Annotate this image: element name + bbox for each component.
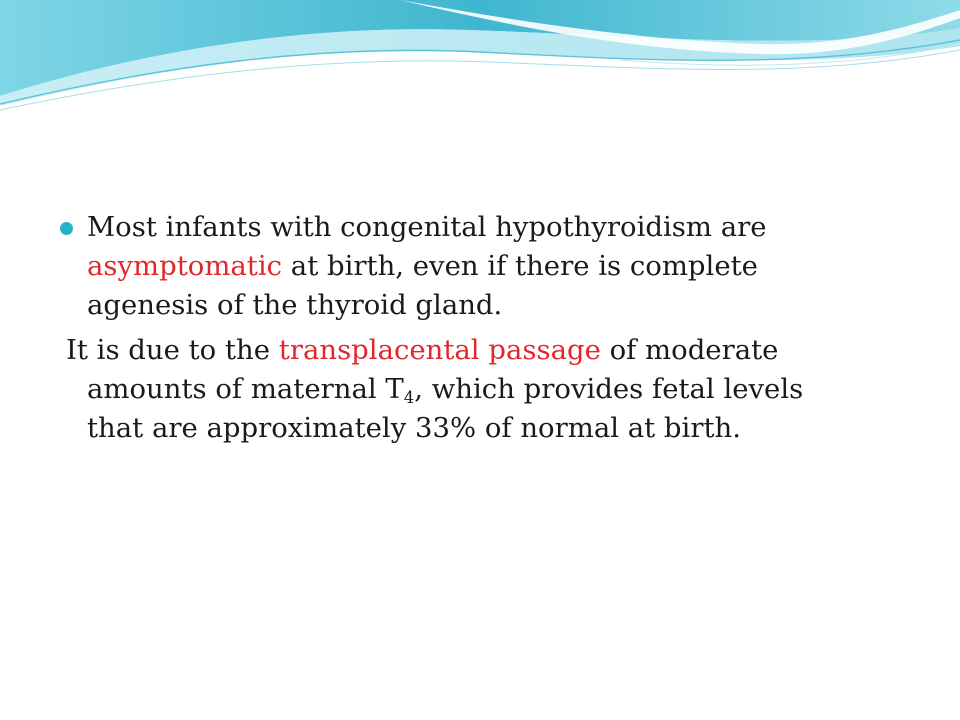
highlight-term: transplacental passage	[278, 334, 601, 366]
text-run: It is due to the	[66, 334, 279, 366]
wave-header-decoration	[0, 0, 960, 120]
subscript: 4	[403, 387, 415, 407]
bullet-dot-icon	[60, 222, 73, 235]
continuation-paragraph	[60, 331, 860, 448]
slide-body	[60, 208, 860, 448]
text-run: Most infants with congenital hypothyroidism are	[87, 211, 767, 243]
text-run: at birth, even if there is complete agenesis of the thyroid gland.	[87, 250, 758, 321]
text-run: , which provides fetal levels that are approximately 33% of normal at birth.	[87, 373, 804, 444]
text-run: of moderate amounts of maternal T	[87, 334, 779, 405]
bullet-paragraph	[60, 208, 860, 325]
highlight-term: asymptomatic	[87, 250, 283, 282]
